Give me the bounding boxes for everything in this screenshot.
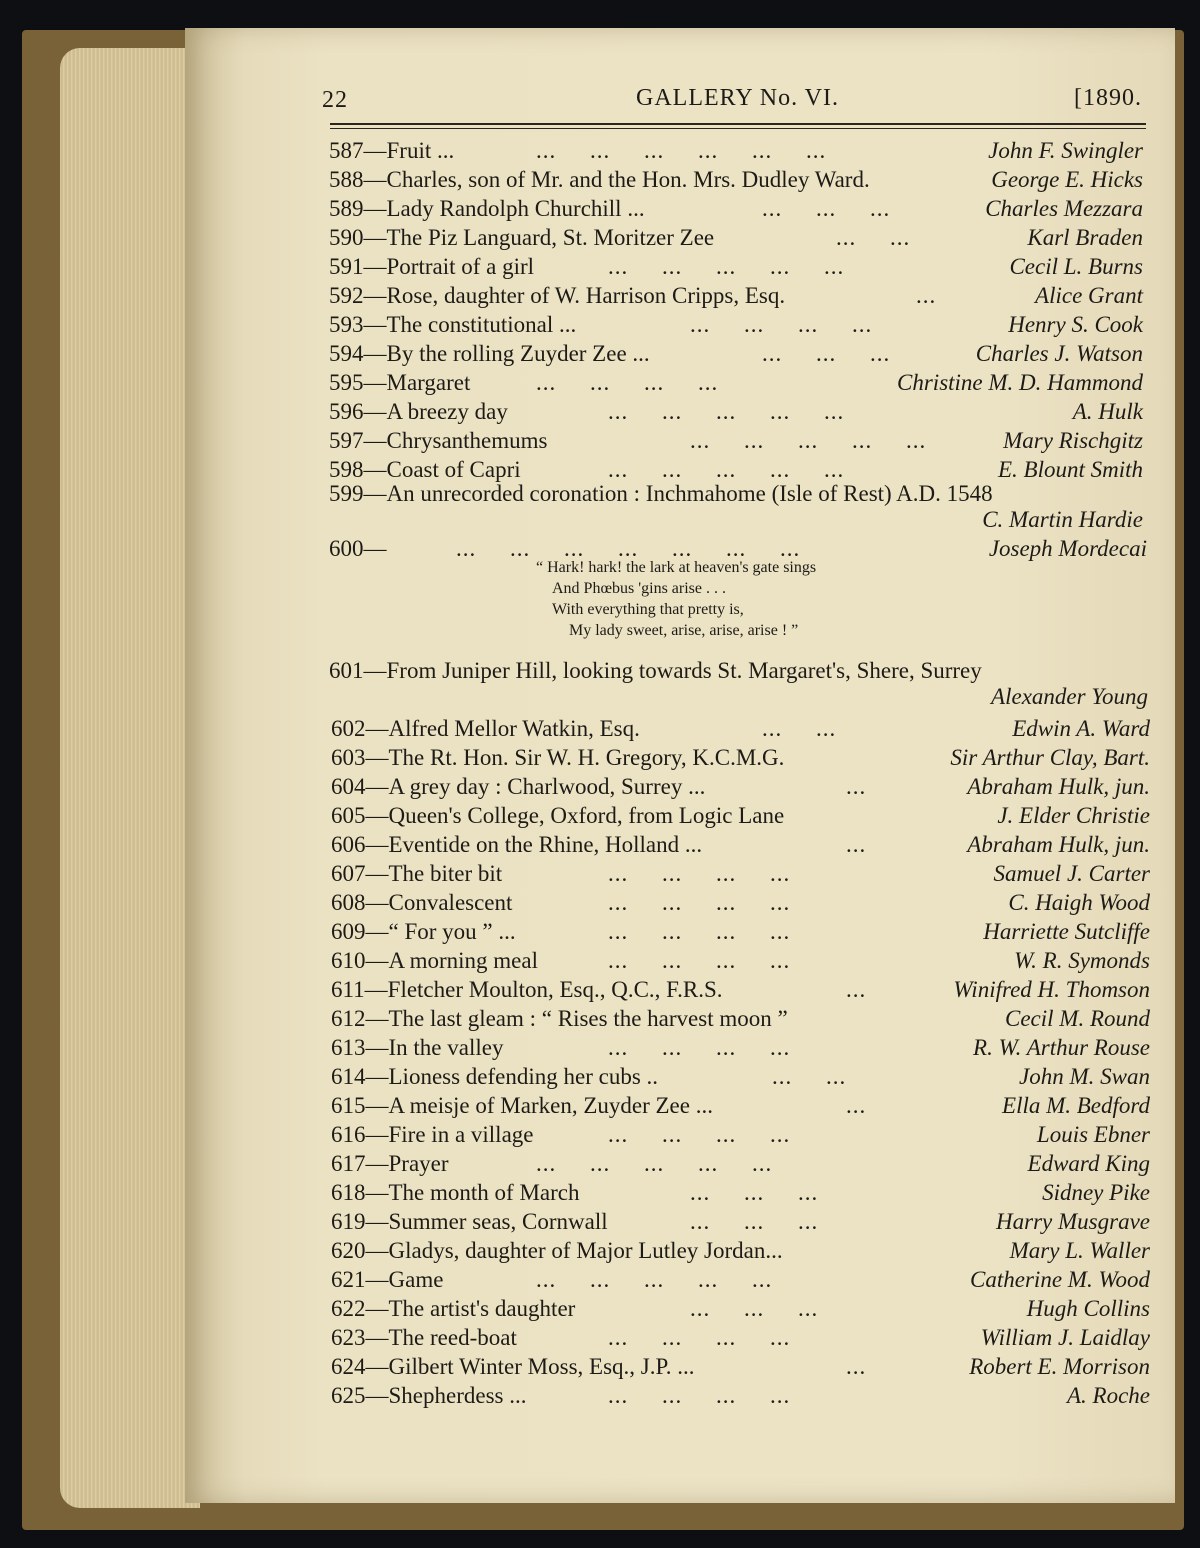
entry-leader-dots: ... ... ... ... ... <box>608 399 845 424</box>
entry-leader-dots: ... <box>846 774 867 799</box>
entry-leader-dots: ... ... ... ... <box>608 890 791 915</box>
entry-artist: William J. Laidlay <box>980 1325 1150 1350</box>
entry-artist: C. Martin Hardie <box>982 507 1143 532</box>
entry-leader-dots: ... ... <box>762 716 837 741</box>
entry-leader-dots: ... ... ... ... <box>608 1122 791 1147</box>
entry-leader-dots: ... ... <box>836 225 911 250</box>
entry-artist: Louis Ebner <box>1036 1122 1150 1147</box>
entry-title: 587—Fruit ... <box>329 138 455 163</box>
entry-leader-dots: ... ... ... ... ... <box>536 1151 773 1176</box>
page-edges <box>60 48 200 1508</box>
entry-artist: Cecil L. Burns <box>1009 254 1143 279</box>
entry-artist: Henry S. Cook <box>1008 312 1143 337</box>
entry-title: 597—Chrysanthemums <box>329 428 548 453</box>
entry-leader-dots: ... ... ... ... <box>536 370 719 395</box>
page-number: 22 <box>322 87 348 113</box>
entry-artist: Robert E. Morrison <box>969 1354 1150 1379</box>
entry-title: 621—Game <box>331 1267 444 1292</box>
entry-title: 624—Gilbert Winter Moss, Esq., J.P. ... <box>331 1354 695 1379</box>
entry-title: 625—Shepherdess ... <box>331 1383 527 1408</box>
entry-title: 606—Eventide on the Rhine, Holland ... <box>331 832 703 857</box>
entry-title: 622—The artist's daughter <box>331 1296 576 1321</box>
entry-title: 614—Lioness defending her cubs .. <box>331 1064 659 1089</box>
entry-artist: John M. Swan <box>1019 1064 1150 1089</box>
verse-line-4: My lady sweet, arise, arise, arise ! ” <box>569 622 799 639</box>
entry-title: 593—The constitutional ... <box>329 312 577 337</box>
entry-artist: Christine M. D. Hammond <box>897 370 1143 395</box>
entry-leader-dots: ... ... ... <box>690 1209 819 1234</box>
entry-title: 602—Alfred Mellor Watkin, Esq. <box>331 716 640 741</box>
entry-leader-dots: ... <box>846 1093 867 1118</box>
entry-artist: Sir Arthur Clay, Bart. <box>950 745 1150 770</box>
entry-artist: Samuel J. Carter <box>993 861 1150 886</box>
entry-artist: A. Roche <box>1066 1383 1150 1408</box>
entry-artist: Charles Mezzara <box>985 196 1143 221</box>
entry-title: 599—An unrecorded coronation : Inchmahome (Isle of Rest) A.D. 1548 <box>329 481 993 506</box>
entry-artist: George E. Hicks <box>991 167 1143 192</box>
entry-artist: J. Elder Christie <box>997 803 1150 828</box>
entry-leader-dots: ... ... ... ... <box>608 1383 791 1408</box>
entry-artist: Alexander Young <box>991 684 1148 709</box>
entry-title: 609—“ For you ” ... <box>331 919 516 944</box>
entry-artist: Karl Braden <box>1027 225 1143 250</box>
entry-title: 612—The last gleam : “ Rises the harvest moon ” <box>331 1006 788 1031</box>
entry-title: 592—Rose, daughter of W. Harrison Cripps, Esq. <box>329 283 786 308</box>
entry-artist: John F. Swingler <box>988 138 1143 163</box>
entry-leader-dots: ... ... ... ... ... <box>608 254 845 279</box>
entry-leader-dots: ... ... <box>772 1064 847 1089</box>
entry-artist: Mary L. Waller <box>1009 1238 1150 1263</box>
entry-title: 623—The reed-boat <box>331 1325 517 1350</box>
header-rule <box>330 123 1146 125</box>
entry-artist: Edward King <box>1027 1151 1150 1176</box>
entry-title: 590—The Piz Languard, St. Moritzer Zee <box>329 225 715 250</box>
year: [1890. <box>1074 85 1142 111</box>
entry-leader-dots: ... ... ... ... <box>608 1325 791 1350</box>
entry-leader-dots: ... ... ... <box>762 341 891 366</box>
entry-title: 607—The biter bit <box>331 861 503 886</box>
entry-title: 611—Fletcher Moulton, Esq., Q.C., F.R.S. <box>331 977 723 1002</box>
entry-title: 608—Convalescent <box>331 890 513 915</box>
entry-leader-dots: ... <box>846 1354 867 1379</box>
entry-title: 618—The month of March <box>331 1180 580 1205</box>
entry-artist: Hugh Collins <box>1026 1296 1150 1321</box>
entry-title: 596—A breezy day <box>329 399 508 424</box>
entry-leader-dots: ... ... ... ... ... <box>536 1267 773 1292</box>
entry-title: 619—Summer seas, Cornwall <box>331 1209 608 1234</box>
entry-artist: E. Blount Smith <box>997 457 1143 482</box>
entry-title: 615—A meisje of Marken, Zuyder Zee ... <box>331 1093 713 1118</box>
entry-leader-dots: ... <box>846 977 867 1002</box>
entry-artist: Catherine M. Wood <box>970 1267 1150 1292</box>
verse-line-1: “ Hark! hark! the lark at heaven's gate sings <box>536 559 817 576</box>
entry-artist: Ella M. Bedford <box>1002 1093 1150 1118</box>
entry-leader-dots: ... ... ... ... <box>690 312 873 337</box>
entry-leader-dots: ... ... ... ... <box>608 1035 791 1060</box>
page-title: GALLERY No. VI. <box>636 85 839 111</box>
entry-artist: W. R. Symonds <box>1014 948 1150 973</box>
entry-artist: Abraham Hulk, jun. <box>967 832 1150 857</box>
entry-artist: Edwin A. Ward <box>1012 716 1150 741</box>
entry-title: 588—Charles, son of Mr. and the Hon. Mrs. Dudley Ward. <box>329 167 870 192</box>
entry-leader-dots: ... ... ... ... <box>608 919 791 944</box>
entry-title: 600— <box>329 536 387 561</box>
entry-title: 598—Coast of Capri <box>329 457 521 482</box>
entry-title: 589—Lady Randolph Churchill ... <box>329 196 645 221</box>
entry-artist: Harriette Sutcliffe <box>983 919 1150 944</box>
entry-leader-dots: ... <box>916 283 937 308</box>
entry-title: 601—From Juniper Hill, looking towards St. Margaret's, Shere, Surrey <box>329 658 982 683</box>
entry-leader-dots: ... ... ... <box>690 1296 819 1321</box>
entry-artist: Cecil M. Round <box>1005 1006 1150 1031</box>
entry-leader-dots: ... ... ... <box>690 1180 819 1205</box>
entry-title: 613—In the valley <box>331 1035 504 1060</box>
entry-title: 595—Margaret <box>329 370 471 395</box>
entry-artist: Sidney Pike <box>1042 1180 1150 1205</box>
verse-line-2: And Phœbus 'gins arise . . . <box>552 580 726 597</box>
entry-title: 591—Portrait of a girl <box>329 254 535 279</box>
entry-artist: R. W. Arthur Rouse <box>973 1035 1150 1060</box>
entry-leader-dots: ... ... ... ... ... ... ... <box>456 536 801 561</box>
entry-title: 610—A morning meal <box>331 948 538 973</box>
entry-leader-dots: ... ... ... ... ... <box>690 428 927 453</box>
entry-artist: Abraham Hulk, jun. <box>967 774 1150 799</box>
verse-line-3: With everything that pretty is, <box>552 601 744 618</box>
entry-artist: Winifred H. Thomson <box>953 977 1150 1002</box>
entry-leader-dots: ... ... ... ... <box>608 861 791 886</box>
header-rule-thin <box>330 128 1146 129</box>
entry-leader-dots: ... <box>846 832 867 857</box>
entry-leader-dots: ... ... ... <box>762 196 891 221</box>
entry-title: 605—Queen's College, Oxford, from Logic Lane <box>331 803 785 828</box>
entry-artist: Joseph Mordecai <box>988 536 1147 561</box>
entry-leader-dots: ... ... ... ... ... ... <box>536 138 827 163</box>
entry-title: 617—Prayer <box>331 1151 449 1176</box>
entry-title: 603—The Rt. Hon. Sir W. H. Gregory, K.C.M.G. <box>331 745 785 770</box>
entry-artist: Alice Grant <box>1035 283 1143 308</box>
entry-title: 604—A grey day : Charlwood, Surrey ... <box>331 774 706 799</box>
entry-leader-dots: ... ... ... ... <box>608 948 791 973</box>
entry-artist: Mary Rischgitz <box>1003 428 1143 453</box>
entry-artist: C. Haigh Wood <box>1008 890 1150 915</box>
entry-artist: Charles J. Watson <box>975 341 1143 366</box>
entry-title: 616—Fire in a village <box>331 1122 534 1147</box>
entry-artist: Harry Musgrave <box>996 1209 1150 1234</box>
entry-title: 620—Gladys, daughter of Major Lutley Jordan... <box>331 1238 783 1263</box>
entry-artist: A. Hulk <box>1072 399 1143 424</box>
entry-title: 594—By the rolling Zuyder Zee ... <box>329 341 650 366</box>
entry-leader-dots: ... ... ... ... ... <box>608 457 845 482</box>
